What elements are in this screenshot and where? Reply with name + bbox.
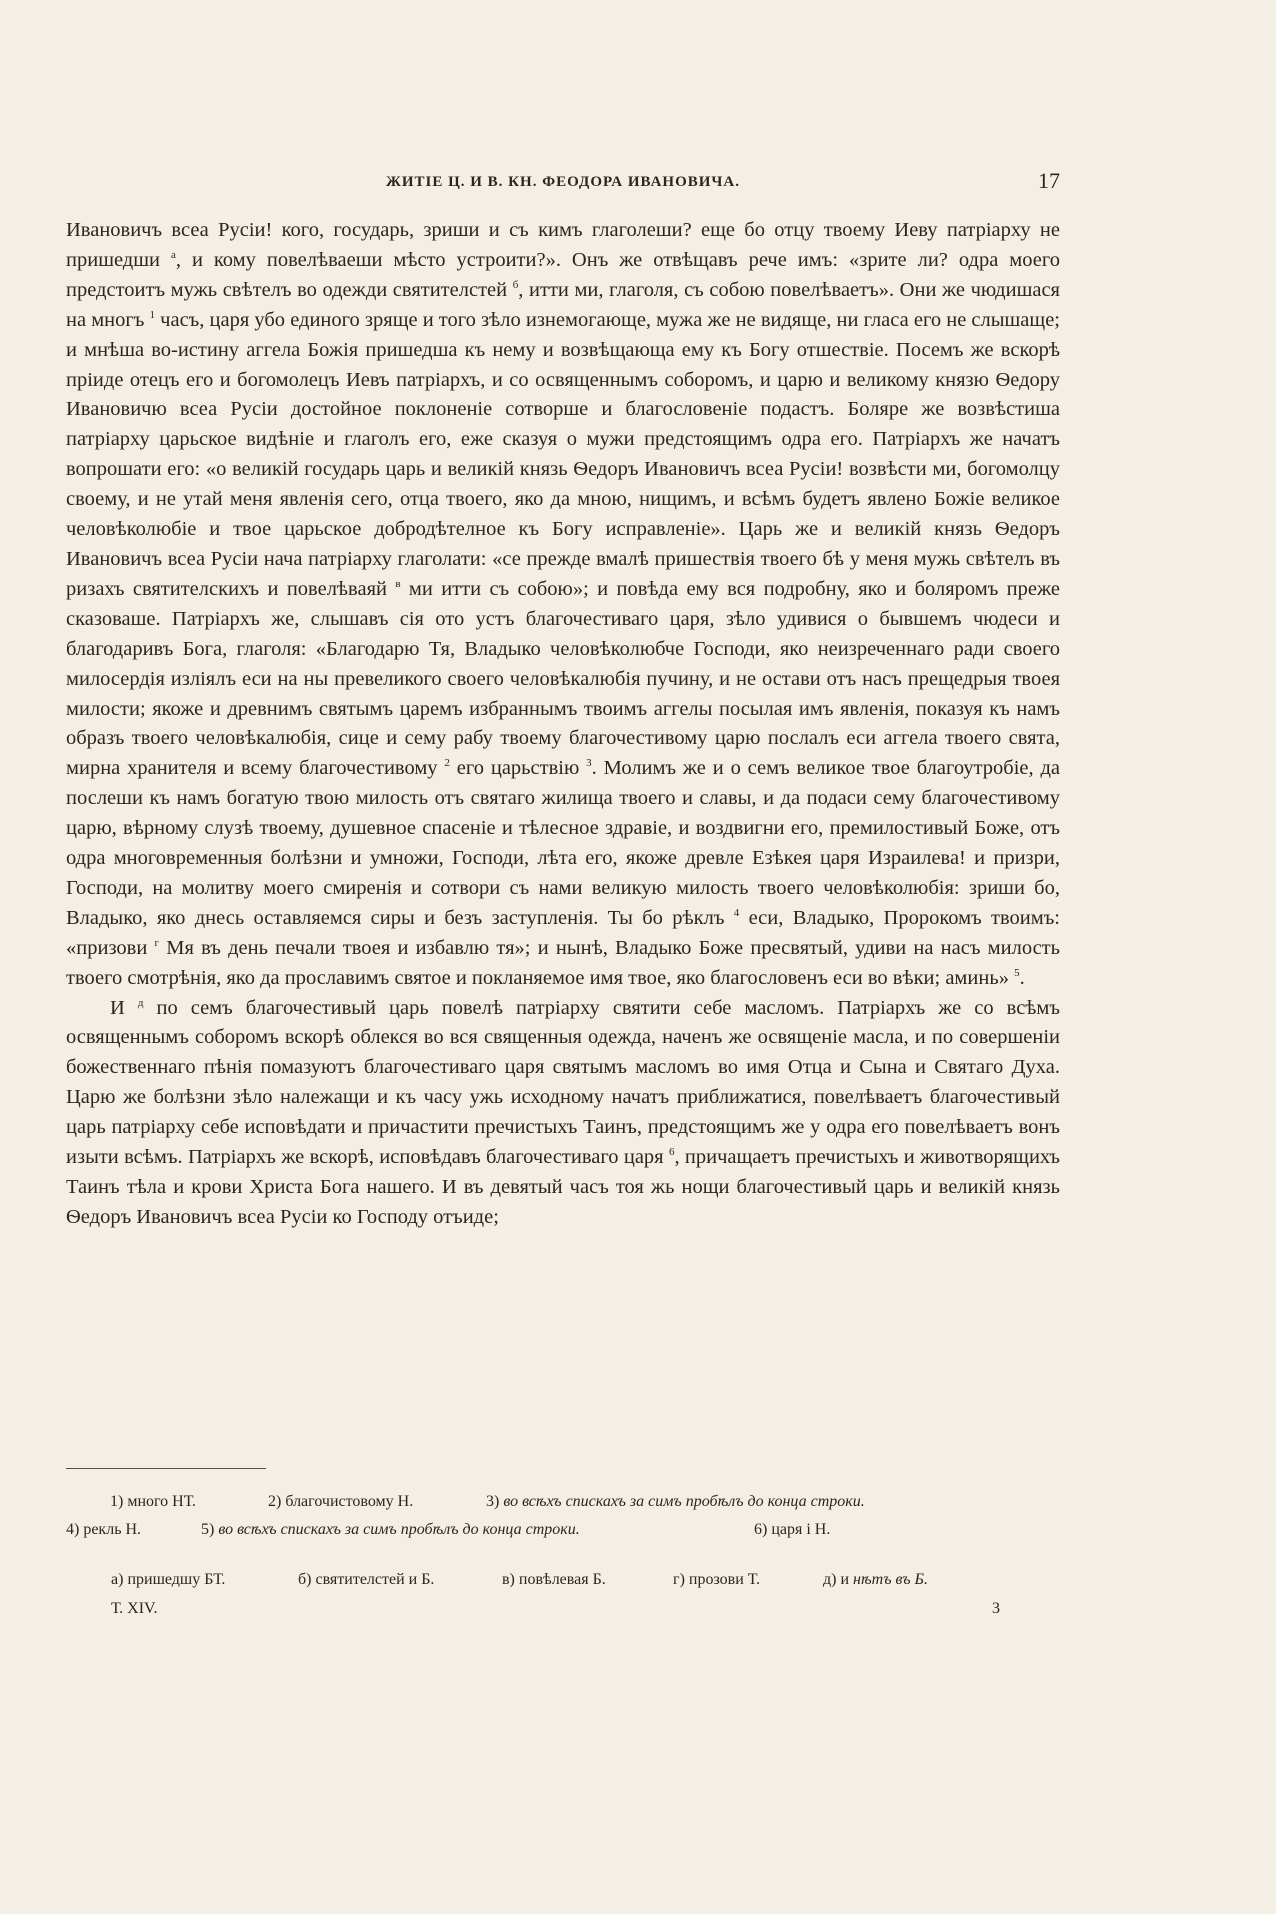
note-marker: 5 <box>1014 966 1020 979</box>
text-run: еси, Владыко, Пророкомъ твоимъ: «призови <box>66 906 1060 959</box>
text-run: , причащаетъ пречистыхъ и животворящихъ Таинъ тѣла и крови Христа Бога нашего. И въ девятый часъ тоя жь нощи благочестивый царь и великій князь Ѳедоръ Ивановичъ всеа Русіи ко Господу отъиде; <box>66 1146 1060 1228</box>
volume-mark: Т. XIV. <box>111 1600 158 1617</box>
page-header <box>66 168 1060 202</box>
text-run: , и кому повелѣваеши мѣсто устроити?». Онъ же отвѣщавъ рече имъ: «зрите ли? одра моего предстоитъ мужь свѣтелъ во одежди святителстей <box>66 248 1060 301</box>
paragraph-2 <box>66 994 1060 1233</box>
note-marker: а <box>170 249 176 262</box>
footnote-5: 5) во всѣхъ спискахъ за симъ пробѣлъ до конца строки. <box>201 1521 580 1538</box>
footnote-4: 4) рекль Н. <box>66 1521 142 1538</box>
paragraph-1 <box>66 216 1060 994</box>
text-run: ми итти съ собою»; и повѣда ему вся подробну, яко и боляромъ преже сказоваше. Патріархъ же, слышавъ сія ото устъ благочестиваго царя, зѣло удивися о бывшемъ чюдеси и благодаривъ Бога, глаголя: «Благодарю Тя, Владыко человѣколюбче Господи, яко неизреченнаго ради своего милосердія изліялъ еси на ны превеликого своего человѣкалюбія пучину, и не остави отъ насъ прещедрыя твоея милости; якоже и древнимъ святымъ царемъ избраннымъ твоимъ аггелы посылая имъ явленія, показуя къ намъ образъ твоего человѣкалюбія, сице и сему рабу твоему благочестивому царю послалъ еси аггела твоего свята, мирна хранителя и всему благочестивому <box>66 577 1060 780</box>
note-marker: г <box>154 936 160 949</box>
text-run: Мя въ день печали твоея и избавлю тя»; и нынѣ, Владыко Боже пресвятый, удиви на насъ милость твоего смотрѣнія, яко да прославимъ святое и покланяемое имя твое, яко благословенъ еси во вѣки; аминь» <box>66 936 1060 989</box>
footnote-1: 1) много НТ. <box>110 1493 196 1510</box>
note-marker: 1 <box>149 308 156 321</box>
text-run: И <box>110 996 138 1019</box>
footnote-6: 6) царя і Н. <box>754 1521 831 1538</box>
page-number: 17 <box>1038 168 1060 193</box>
footnote-v: в) повѣлевая Б. <box>502 1571 606 1588</box>
note-marker: д <box>137 996 144 1009</box>
text-run: . <box>1019 966 1025 989</box>
note-marker: 4 <box>733 907 740 920</box>
text-run: его царьствію <box>449 757 587 780</box>
running-title: ЖИТІЕ Ц. И В. КН. ФЕОДОРА ИВАНОВИЧА. <box>385 174 740 190</box>
text-run: часъ, царя убо единого зряще и того зѣло изнемогающе, мужа же не видяще, ни гласа его не слышаще; и мнѣша во-истину аггела Божія пришедша къ нему и возвѣщающа ему къ Богу отшествіе. Посемъ же вскорѣ пріиде отецъ его и богомолецъ Иевъ патріархъ, и со освященнымъ соборомъ, и царю и великому князю Ѳедору Ивановичю всеа Русіи достойное поклоненіе сотворше и благословеніе подастъ. Боляре же возвѣстиша патріарху царьское видѣніе и глаголъ его, еже сказуя о мужи предстоящимъ одра его. Патріархъ же начатъ вопрошати его: «о великій государь царь и великій князь Ѳедоръ Ивановичъ всеа Русіи! возвѣсти ми, богомолцу своему, и не утай меня явленія сего, отца твоего, яко да мною, нищимъ, и всѣмъ будетъ явлено Божіе великое человѣколюбіе и твое царьское добродѣтелное къ Богу исправленіе». Царь же и великій князь Ѳедоръ Ивановичъ всеа Русіи нача патріарху глаголати: «се прежде вмалѣ пришествія твоего бѣ у меня мужь свѣтелъ въ ризахъ святителскихъ и повелѣваяй <box>66 308 1060 600</box>
main-text <box>66 216 1060 1233</box>
footnote-a: а) пришедшу БТ. <box>111 1571 226 1588</box>
footnote-rule <box>66 1468 266 1469</box>
text-run: , итти ми, глаголя, съ собою повелѣваетъ». Они же чюдишася на многъ <box>66 278 1060 331</box>
note-marker: 3 <box>586 757 592 770</box>
note-marker: 6 <box>668 1146 675 1159</box>
footnote-g: г) прозови Т. <box>673 1571 760 1588</box>
note-marker: б <box>512 278 519 291</box>
footnote-d: д) и нѣтъ въ Б. <box>823 1571 928 1588</box>
text-run: Ивановичъ всеа Русіи! кого, государь, зриши и съ кимъ глаголеши? еще бо отцу твоему Иеву патріарху не пришедши <box>66 219 1060 271</box>
footnote-b: б) святителстей и Б. <box>298 1571 435 1588</box>
text-run: . Молимъ же и о семъ великое твое благоутробіе, да послеши къ намъ богатую твою милость отъ святаго жилища твоего и славы, и да подаси сему благочестивому царю, вѣрному слузѣ твоему, душевное спасеніе и тѣлесное здравіе, и воздвигни его, премилостивый Боже, отъ одра многовременныя болѣзни и умножи, Господи, лѣта его, якоже древле Езѣкея царя Израилева! и призри, Господи, на молитву моего смиренія и сотвори съ нами великую милость твоего человѣколюбія: зриши бо, Владыко, яко днесь оставляемся сиры и безъ заступленія. Ты бо рѣклъ <box>66 757 1061 929</box>
signature-mark: 3 <box>992 1600 1000 1617</box>
note-marker: в <box>395 578 401 591</box>
footnote-3: 3) во всѣхъ спискахъ за симъ пробѣлъ до конца строки. <box>486 1493 865 1510</box>
text-run: по семъ благочестивый царь повелѣ патріарху святити себе масломъ. Патріархъ же со всѣмъ освященнымъ соборомъ вскорѣ облекся во вся священныя одежда, наченъ же освященіе масла, и по совершеніи божественнаго пѣнія помазуютъ благочестиваго царя святымъ масломъ во имя Отца и Сына и Святаго Духа. Царю же болѣзни зѣло належащи и къ часу ужь исходному начатъ приближатися, повелѣваетъ благочестивый царь патріарху себе исповѣдати и причастити пречистыхъ Таинъ, предстоящимъ же у одра его повелѣваетъ вонъ изыти всѣмъ. Патріархъ же вскорѣ, исповѣдавъ благочестиваго царя <box>66 996 1060 1169</box>
footnote-2: 2) благочистовому Н. <box>268 1493 414 1510</box>
note-marker: 2 <box>444 757 450 770</box>
